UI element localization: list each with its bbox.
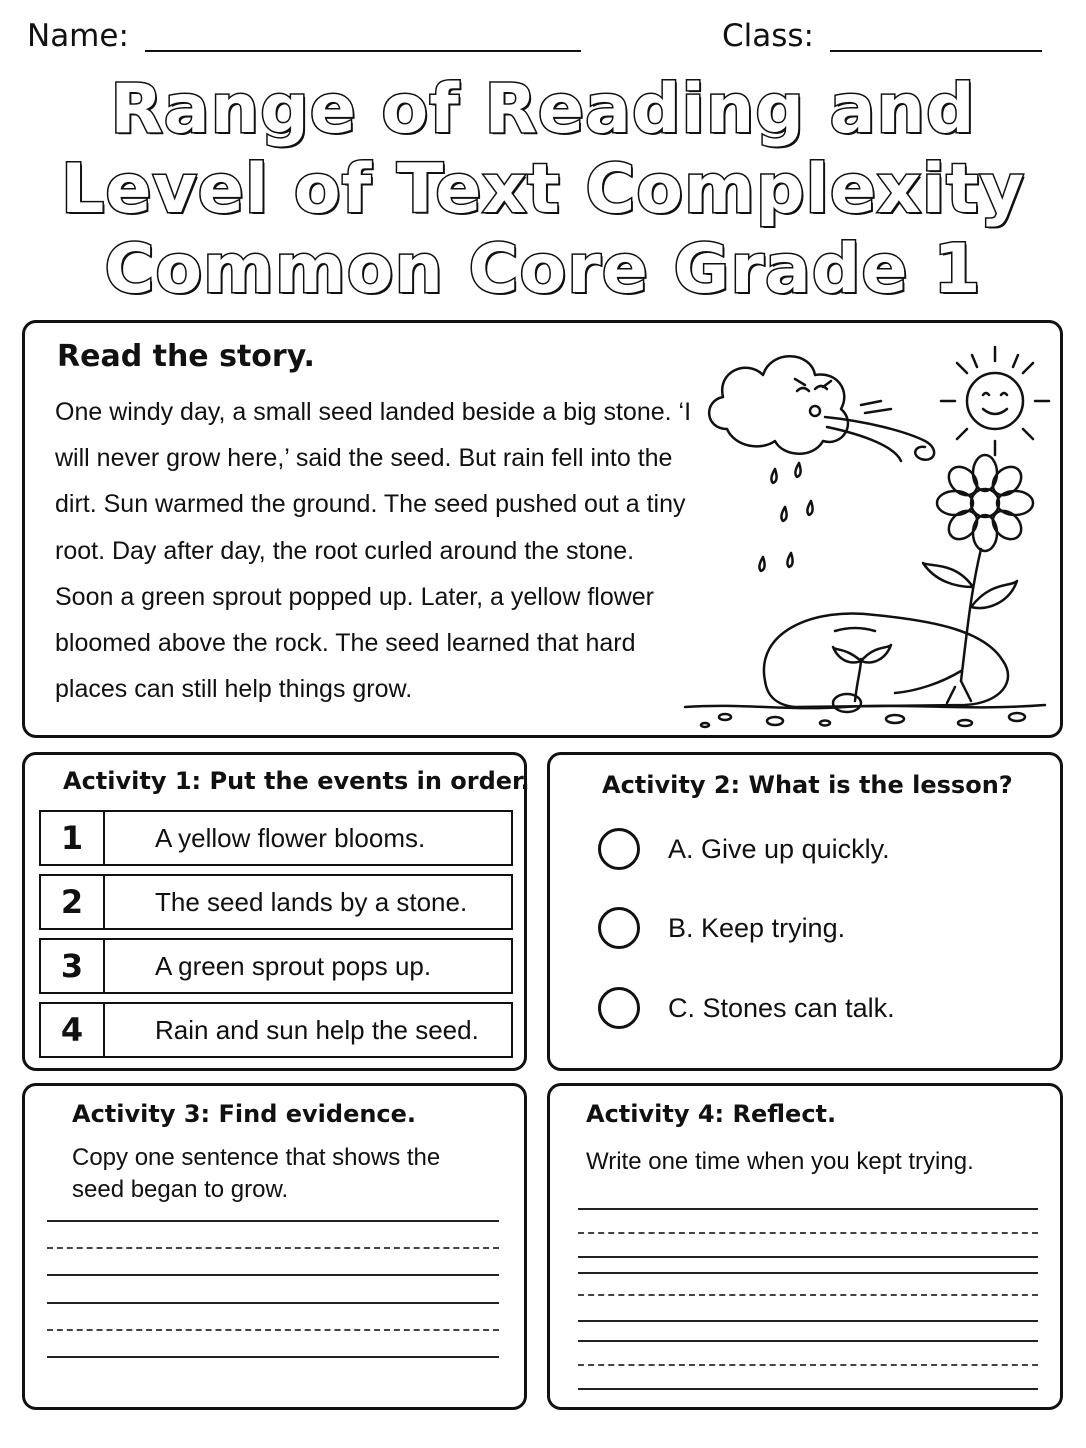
- rain-drops-icon: [759, 463, 812, 571]
- name-label: Name:: [27, 18, 129, 54]
- answer-option-label: B. Keep trying.: [668, 912, 846, 943]
- order-row[interactable]: [39, 810, 513, 866]
- answer-option-c[interactable]: [598, 987, 895, 1029]
- order-row[interactable]: [39, 1002, 513, 1058]
- answer-option-label: C. Stones can talk.: [668, 992, 895, 1023]
- rock-icon: [764, 613, 1008, 707]
- order-row[interactable]: [39, 874, 513, 930]
- title-line-2: Level of Text Complexity: [61, 150, 1025, 229]
- title-line-3: Common Core Grade 1: [104, 230, 982, 309]
- writing-guide-line: [578, 1232, 1038, 1234]
- sun-icon: [941, 347, 1049, 455]
- activity-1-box: [22, 752, 530, 1071]
- activity-3-heading: Activity 3: Find evidence.: [72, 1100, 417, 1128]
- writing-line[interactable]: [578, 1320, 1038, 1322]
- writing-guide-line: [47, 1247, 499, 1249]
- activity-3-box: [22, 1083, 527, 1410]
- answer-option-b[interactable]: [598, 907, 845, 949]
- cloud-icon: [709, 356, 848, 454]
- activity-2-box: [547, 752, 1063, 1071]
- writing-line[interactable]: [47, 1274, 499, 1276]
- order-event-text: A green sprout pops up.: [155, 950, 432, 981]
- activity-2-heading: Activity 2: What is the lesson?: [602, 771, 1013, 799]
- writing-guide-line: [578, 1364, 1038, 1366]
- order-event-text: A yellow flower blooms.: [155, 822, 426, 853]
- radio-circle-icon[interactable]: [598, 828, 640, 870]
- radio-circle-icon[interactable]: [598, 987, 640, 1029]
- title-line-1: Range of Reading and: [110, 70, 976, 149]
- order-number: 2: [41, 876, 105, 928]
- writing-line[interactable]: [47, 1220, 499, 1222]
- order-number: 1: [41, 812, 105, 864]
- activity-4-box: [547, 1083, 1063, 1410]
- activity-3-prompt-line-1: Copy one sentence that shows the: [72, 1144, 441, 1171]
- writing-guide-line: [47, 1329, 499, 1331]
- order-event-text: The seed lands by a stone.: [155, 886, 468, 917]
- writing-line[interactable]: [578, 1256, 1038, 1258]
- writing-line[interactable]: [578, 1340, 1038, 1342]
- order-event-text: Rain and sun help the seed.: [155, 1014, 479, 1045]
- story-box: [22, 320, 1063, 738]
- writing-line[interactable]: [578, 1272, 1038, 1274]
- class-write-line[interactable]: [830, 50, 1042, 52]
- writing-line[interactable]: [578, 1208, 1038, 1210]
- writing-guide-line: [578, 1294, 1038, 1296]
- writing-line[interactable]: [47, 1302, 499, 1304]
- story-heading: Read the story.: [57, 339, 315, 374]
- name-write-line[interactable]: [145, 50, 581, 52]
- answer-option-a[interactable]: [598, 828, 890, 870]
- activity-3-prompt-line-2: seed began to grow.: [72, 1176, 289, 1203]
- order-number: 3: [41, 940, 105, 992]
- order-number: 4: [41, 1004, 105, 1056]
- answer-option-label: A. Give up quickly.: [668, 833, 890, 864]
- sprout-icon: [833, 645, 891, 712]
- ground-icon: [685, 705, 1045, 727]
- flower-icon: [923, 455, 1033, 681]
- radio-circle-icon[interactable]: [598, 907, 640, 949]
- story-illustration: [665, 331, 1055, 731]
- writing-line[interactable]: [47, 1356, 499, 1358]
- activity-4-prompt: Write one time when you kept trying.: [586, 1148, 974, 1175]
- writing-line[interactable]: [578, 1388, 1038, 1390]
- activity-4-heading: Activity 4: Reflect.: [586, 1100, 837, 1128]
- order-row[interactable]: [39, 938, 513, 994]
- story-text: One windy day, a small seed landed beside a big stone. ‘I will never grow here,’ said the seed. But rain fell into the dirt. Sun warmed the ground. The seed pushed out a tiny root. Day after day, the root curled around the stone. Soon a green sprout popped up. Later, a yellow flower bloomed above the rock. The seed learned that hard places can still help things grow.: [55, 398, 692, 704]
- class-label: Class:: [722, 18, 815, 54]
- activity-1-heading: Activity 1: Put the events in order.: [63, 767, 530, 795]
